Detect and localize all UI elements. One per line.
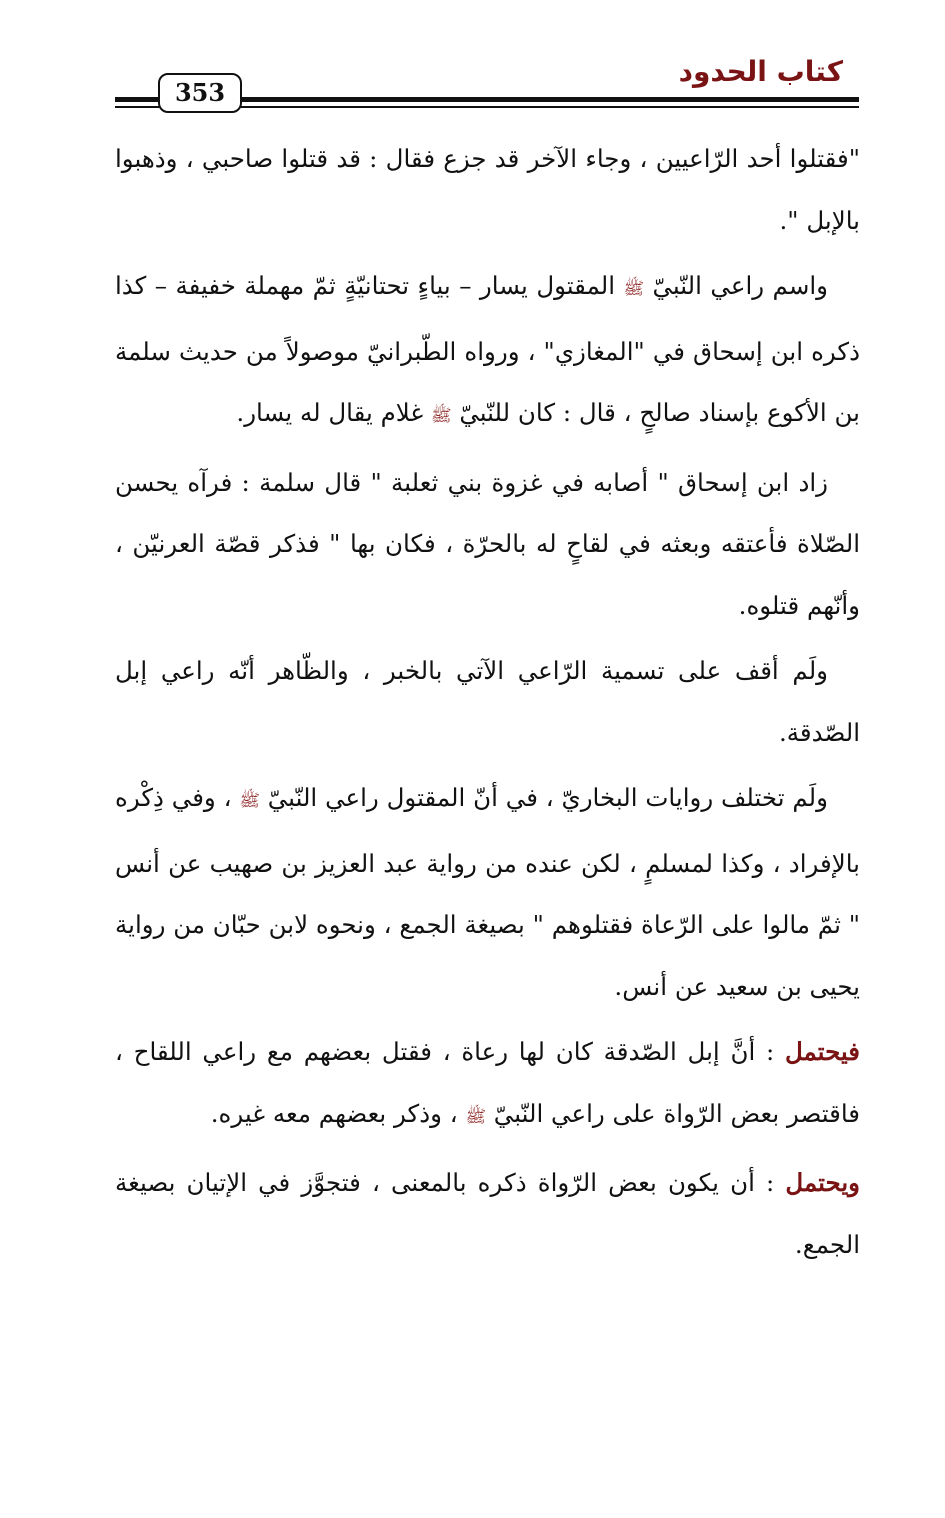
paragraph-3 <box>115 452 860 637</box>
paragraph-6 <box>115 1021 860 1148</box>
salawat-glyph: ﷺ <box>465 1106 486 1127</box>
text-segment: ولَم أقف على تسمية الرّاعي الآتي بالخبر ، والظّاهر أنّه راعي إبل الصّدقة. <box>115 656 860 747</box>
text-segment: : أن يكون بعض الرّواة ذكره بالمعنى ، فتجوَّز في الإتيان بصيغة الجمع. <box>115 1168 860 1259</box>
salawat-glyph: ﷺ <box>239 791 260 811</box>
paragraph-4 <box>115 640 860 763</box>
text-segment: المقتول يسار – بياءٍ تحتانيّةٍ ثمّ مهملة خفيفة – كذا ذكره ابن إسحاق في "المغازي" ، ورواه الطّبرانيّ موصولاً من حديث سلمة بن الأكوع بإسناد صالحٍ ، قال : كان للنّبيّ <box>115 271 860 427</box>
key-term: ويحتمل <box>785 1168 860 1197</box>
text-segment: ، وذكر بعضهم معه غيره. <box>210 1098 466 1128</box>
salawat-glyph: ﷺ <box>431 406 452 426</box>
paragraph-2 <box>115 255 860 448</box>
text-segment: زاد ابن إسحاق " أصابه في غزوة بني ثعلبة " قال سلمة : فرآه يحسن الصّلاة فأعتقه وبعثه في لقاحٍ له بالحرّة ، فكان بها " فذكر قصّة العرنيّن ، وأنّهم قتلوه. <box>115 467 860 620</box>
key-term: فيحتمل <box>784 1037 860 1066</box>
text-segment: : أنَّ إبل الصّدقة كان لها رعاة ، فقتل بعضهم مع راعي اللقاح ، فاقتصر بعض الرّواة على راعي النّبيّ <box>115 1037 860 1128</box>
text-segment: غلام يقال له يسار. <box>236 398 431 427</box>
paragraph-7 <box>115 1152 860 1275</box>
text-segment: ولَم تختلف روايات البخاريّ ، في أنّ المقتول راعي النّبيّ <box>259 783 828 812</box>
text-segment: واسم راعي النّبيّ <box>644 271 829 300</box>
salawat-glyph: ﷺ <box>623 279 645 299</box>
page-body <box>115 128 860 1279</box>
page-header <box>0 0 945 120</box>
paragraph-1 <box>115 128 860 251</box>
paragraph-5 <box>115 767 860 1017</box>
text-segment: "فقتلوا أحد الرّاعيين ، وجاء الآخر قد جزع فقال : قد قتلوا صاحبي ، وذهبوا بالإبل ". <box>115 144 860 235</box>
page-number: 353 <box>158 73 242 113</box>
text-segment: ، وفي ذِكْره بالإفراد ، وكذا لمسلمٍ ، لكن عنده من رواية عبد العزيز بن صهيب عن أنس " ثمّ مالوا على الرّعاة فقتلوهم " بصيغة الجمع ، ونحوه لابن حبّان من رواية يحيى بن سعيد عن أنس. <box>115 783 860 1001</box>
book-title: كتاب الحدود <box>678 55 843 88</box>
